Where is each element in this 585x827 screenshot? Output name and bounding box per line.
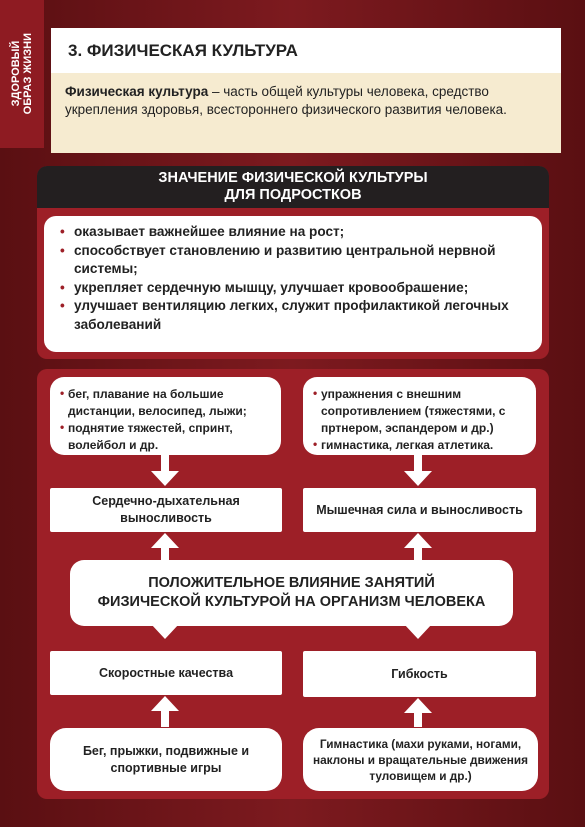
muscle-strength-label: Мышечная сила и выносливость	[316, 502, 523, 517]
cardio-endurance-label: Сердечно-дыхательная выносливость	[92, 494, 240, 525]
page-header	[51, 28, 561, 73]
central-effect-box	[70, 560, 513, 626]
significance-item: • оказывает важнейшее влияние на рост;	[60, 223, 532, 242]
page-title: 3. ФИЗИЧЕСКАЯ КУЛЬТУРА	[68, 40, 298, 60]
definition-body: – часть общей культуры человека, средство укрепления здоровья, всестороннего физического развития человека.	[65, 84, 507, 117]
speed-activities-label: Бег, прыжки, подвижные и спортивные игры	[82, 743, 250, 775]
significance-item: • улучшает вентиляцию легких, служит профилактикой легочных заболеваний	[60, 297, 532, 334]
significance-item: • способствует становлению и развитию центральной нервной системы;	[60, 242, 532, 279]
flexibility-label: Гибкость	[391, 666, 448, 681]
arrow-down-icon	[150, 455, 180, 487]
central-effect-line2: ФИЗИЧЕСКОЙ КУЛЬТУРОЙ НА ОРГАНИЗМ ЧЕЛОВЕКА	[97, 594, 486, 610]
definition-text	[65, 83, 549, 119]
side-tab-line2: ОБРАЗ ЖИЗНИ	[22, 33, 34, 115]
significance-list	[44, 216, 542, 352]
definition-panel	[51, 73, 561, 153]
muscle-strength-box	[303, 488, 536, 532]
cardio-endurance-box	[50, 488, 282, 532]
speed-box	[50, 651, 282, 695]
section-side-tab	[0, 0, 44, 148]
speed-activities-box	[50, 728, 282, 791]
significance-title-line1: ЗНАЧЕНИЕ ФИЗИЧЕСКОЙ КУЛЬТУРЫ	[158, 170, 428, 186]
arrow-up-icon	[150, 695, 180, 728]
arrow-up-icon	[403, 697, 433, 728]
significance-item: • укрепляет сердечную мышцу, улучшает кровообрашение;	[60, 279, 532, 298]
strength-activities-box	[303, 377, 536, 455]
activity-item: • упражнения с внешним сопротивлением (тяжестями, с пртнером, эспандером и др.)	[313, 386, 528, 437]
activity-item: • поднятие тяжестей, спринт, волейбол и др.	[60, 420, 273, 454]
activity-item: • бег, плавание на большие дистанции, велосипед, лыжи;	[60, 386, 273, 420]
activity-item: • гимнастика, легкая атлетика.	[313, 437, 528, 454]
endurance-activities-box	[50, 377, 281, 455]
flexibility-activities-box	[303, 728, 538, 791]
flexibility-box	[303, 651, 536, 697]
significance-title	[37, 166, 549, 208]
definition-term: Физическая культура	[65, 84, 209, 99]
flexibility-activities-label: Гимнастика (махи руками, ногами, наклоны и вращательные движения туловищем и др.)	[312, 736, 529, 783]
side-tab-line1: ЗДОРОВЫЙ	[10, 41, 22, 107]
arrow-down-icon	[403, 455, 433, 487]
significance-title-line2: ДЛЯ ПОДРОСТКОВ	[224, 187, 362, 203]
speed-label: Скоростные качества	[98, 665, 234, 680]
central-effect-line1: ПОЛОЖИТЕЛЬНОЕ ВЛИЯНИЕ ЗАНЯТИЙ	[148, 575, 435, 591]
